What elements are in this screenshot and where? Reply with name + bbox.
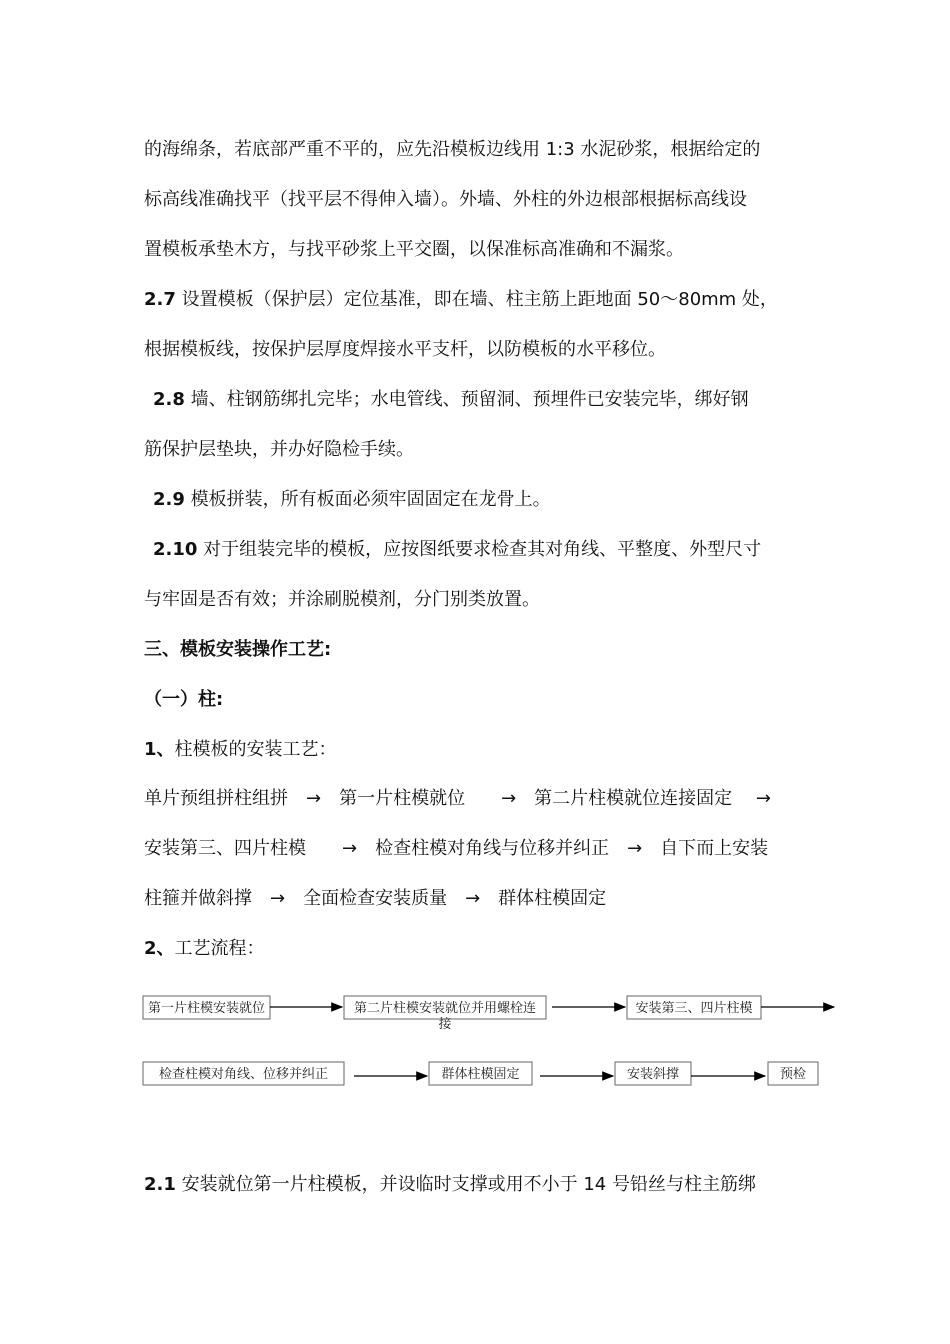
section-number: 2.10	[153, 539, 198, 560]
paragraph-line: 的海绵条，若底部严重不平的，应先沿模板边线用 1:3 水泥砂浆，根据给定的	[144, 139, 761, 160]
section-2-9: 2.9 模板拼装，所有板面必须牢固固定在龙骨上。	[153, 489, 551, 510]
item-1: 1、柱模板的安装工艺：	[144, 739, 337, 760]
subheading-column: （一）柱:	[144, 689, 224, 710]
heading-3: 三、模板安装操作工艺:	[144, 639, 332, 660]
flow-box	[344, 996, 546, 1032]
section-2-7: 2.7 设置模板（保护层）定位基准，即在墙、柱主筋上距地面 50～80mm 处，	[144, 289, 778, 310]
section-number: 2.9	[153, 489, 185, 510]
flow-box-label: 安装斜撑	[626, 1067, 680, 1082]
sequence-line: 柱箍并做斜撑 → 全面检查安装质量 → 群体柱模固定	[144, 888, 607, 909]
item-2: 2、工艺流程：	[144, 938, 265, 959]
paragraph-line: 根据模板线，按保护层厚度焊接水平支杆，以防模板的水平移位。	[144, 339, 666, 360]
section-number: 2.7	[144, 289, 176, 310]
flow-box	[768, 1062, 818, 1085]
flow-box	[429, 1062, 532, 1085]
paragraph-line: 筋保护层垫块，并办好隐检手续。	[144, 439, 414, 460]
flow-box-label: 第二片柱模安装就位并用螺栓连	[353, 1001, 537, 1016]
flow-box	[615, 1062, 691, 1085]
paragraph-line: 置模板承垫木方，与找平砂浆上平交圈，以保准标高准确和不漏浆。	[144, 239, 684, 260]
section-number: 2.1	[144, 1174, 176, 1195]
flow-box-label: 群体柱模固定	[441, 1067, 520, 1082]
sequence-line: 安装第三、四片柱模 → 检查柱模对角线与位移并纠正 → 自下而上安装	[144, 838, 769, 859]
sequence-line: 单片预组拼柱组拼 → 第一片柱模就位 → 第二片柱模就位连接固定 →	[144, 788, 771, 809]
section-2-10: 2.10 对于组装完毕的模板，应按图纸要求检查其对角线、平整度、外型尺寸	[153, 539, 762, 560]
section-number: 2.8	[153, 389, 185, 410]
flow-box	[143, 996, 270, 1019]
flow-box-label: 第一片柱模安装就位	[147, 1001, 266, 1016]
flow-box-label: 接	[438, 1017, 452, 1032]
flow-box	[143, 1062, 344, 1085]
paragraph-line: 与牢固是否有效；并涂刷脱模剂，分门别类放置。	[144, 589, 540, 610]
flow-box-label: 安装第三、四片柱模	[635, 1001, 753, 1016]
paragraph-line: 标高线准确找平（找平层不得伸入墙）。外墙、外柱的外边根部根据标高线设	[144, 189, 747, 210]
flow-box-label: 检查柱模对角线、位移并纠正	[158, 1067, 329, 1082]
section-2-8: 2.8 墙、柱钢筋绑扎完毕；水电管线、预留洞、预埋件已安装完毕，绑好钢	[153, 389, 749, 410]
flow-box-label: 预检	[779, 1067, 807, 1082]
section-2-1: 2.1 安装就位第一片柱模板，并设临时支撑或用不小于 14 号铅丝与柱主筋绑	[144, 1174, 756, 1195]
flow-box	[627, 996, 761, 1019]
